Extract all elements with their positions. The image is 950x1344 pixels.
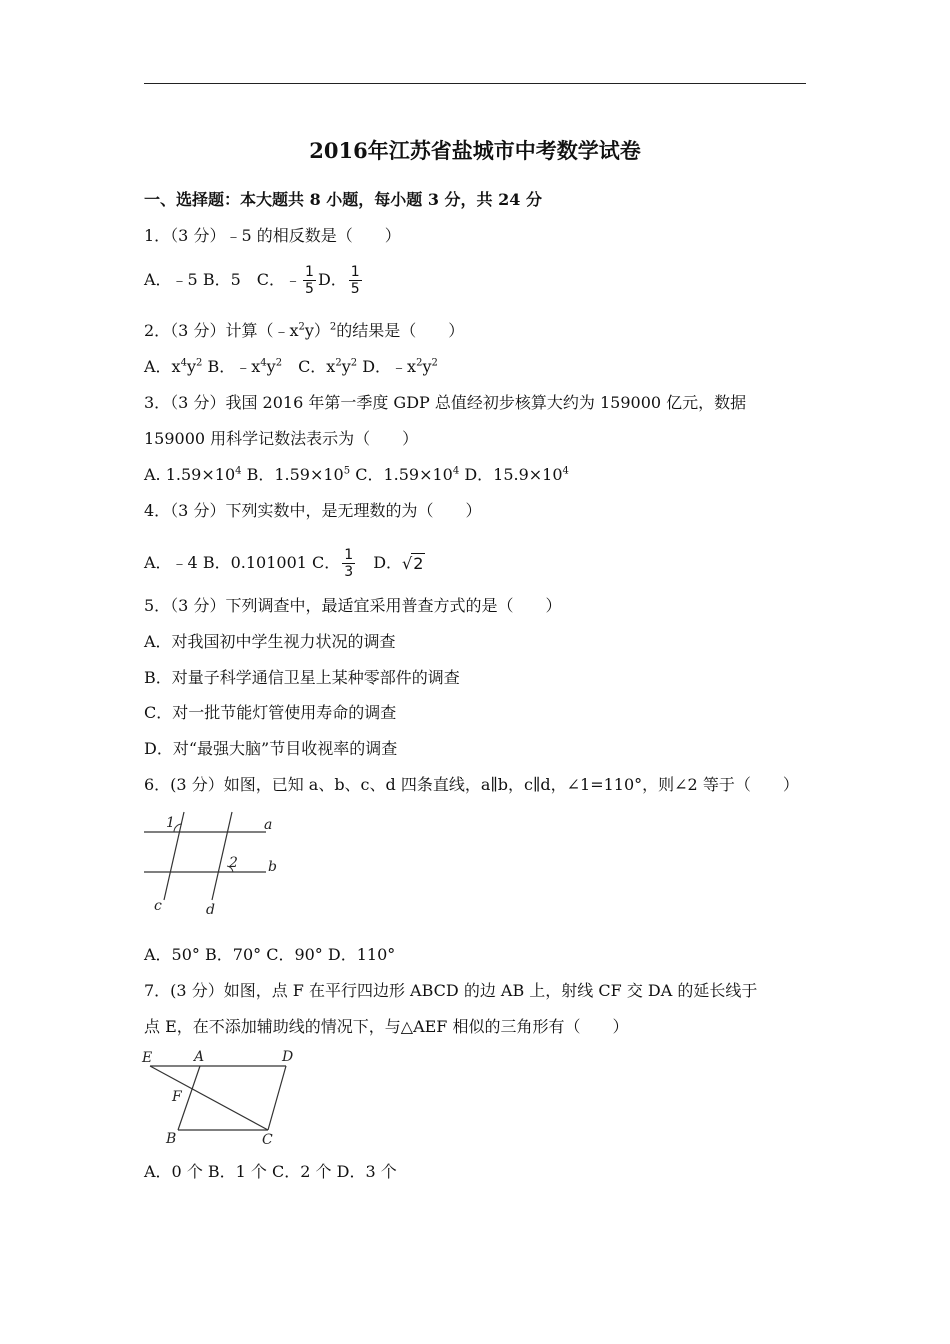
- q1-options: [144, 264, 364, 297]
- q1-options-text: A．﹣5 B．5 C．﹣: [144, 270, 302, 289]
- q5-option-c: C．对一批节能灯管使用寿命的调查: [144, 703, 397, 722]
- q5-option-a: A．对我国初中学生视力状况的调查: [144, 632, 396, 651]
- q4-fraction-c: $\frac{1}{3}$: [344, 547, 354, 580]
- q3-stem-line2: 159000 用科学记数法表示为（ ）: [144, 429, 419, 448]
- q2-stem: 2．（3 分）计算$(﹣x^2y)^2$的结果是（ ）: [144, 321, 465, 340]
- q4-sqrt: √2: [402, 554, 424, 573]
- q1-fraction-c: $\frac{1}{5}$: [305, 264, 314, 297]
- q7-label-a: A: [194, 1049, 205, 1065]
- page-title: 2016年江苏省盐城市中考数学试卷: [309, 138, 641, 163]
- q7-label-b: B: [166, 1131, 177, 1147]
- q1-option-d: D．: [317, 270, 347, 289]
- q5-stem: 5．（3 分）下列调查中，最适宜采用普查方式的是（ ）: [144, 596, 562, 615]
- top-rule: [144, 83, 806, 84]
- q7-stem-line1: 7．(3 分）如图，点 F 在平行四边形 ABCD 的边 AB 上，射线 CF 交 DA 的延长线于: [144, 981, 758, 1000]
- q7-label-e: E: [142, 1050, 153, 1066]
- q1-stem: 1．（3 分）﹣5 的相反数是（ ）: [144, 226, 401, 245]
- q4-stem: 4．（3 分）下列实数中，是无理数的为（ ）: [144, 501, 482, 520]
- q6-label-d: d: [206, 902, 215, 918]
- q1-fraction-d: $\frac{1}{5}$: [350, 264, 360, 297]
- q7-stem-line2: 点 E，在不添加辅助线的情况下，与△AEF 相似的三角形有（ ）: [144, 1017, 629, 1036]
- q7-label-f: F: [172, 1089, 182, 1105]
- q6-label-a: a: [264, 817, 273, 833]
- q6-options: A．50° B．70° C．90° D．110°: [144, 945, 396, 964]
- q6-label-c: c: [154, 898, 162, 914]
- q3-options: A. $1.59\times 10^4$ B．$1.59\times 10^5$ C．$1.59\times 10^4$ D．$15.9\times 10^4$: [144, 465, 569, 484]
- section-heading: 一、选择题：本大题共 8 小题，每小题 3 分，共 24 分: [144, 190, 542, 209]
- q7-figure: [140, 1044, 310, 1148]
- q6-figure: [140, 808, 290, 920]
- q4-options: A．﹣4 B．0.101001 C． $\frac{1}{3}$ D．√2: [144, 547, 424, 580]
- q2-options: A．$x^4y^2$ B．$﹣x^4y^2$ C．$x^2y^2$ D．$﹣x^2y^2$: [144, 357, 438, 376]
- q6-label-angle1: 1: [166, 815, 175, 831]
- q7-segment-ec: [150, 1066, 268, 1130]
- q5-option-d: D．对“最强大脑”节目收视率的调查: [144, 739, 398, 758]
- q6-label-b: b: [268, 859, 277, 875]
- q6-label-angle2: 2: [229, 855, 238, 871]
- q7-options: A．0 个 B．1 个 C．2 个 D．3 个: [144, 1162, 397, 1181]
- q5-option-b: B．对量子科学通信卫星上某种零部件的调查: [144, 668, 460, 687]
- q7-segment-dc: [268, 1066, 286, 1130]
- q3-stem-line1: 3．（3 分）我国 2016 年第一季度 GDP 总值经初步核算大约为 159000 亿元，数据: [144, 393, 747, 412]
- q7-label-d: D: [282, 1049, 294, 1065]
- q6-stem: 6．(3 分）如图，已知 a、b、c、d 四条直线，a∥b，c∥d，∠1=110°，则∠2 等于（ ）: [144, 775, 799, 794]
- q7-label-c: C: [262, 1132, 273, 1148]
